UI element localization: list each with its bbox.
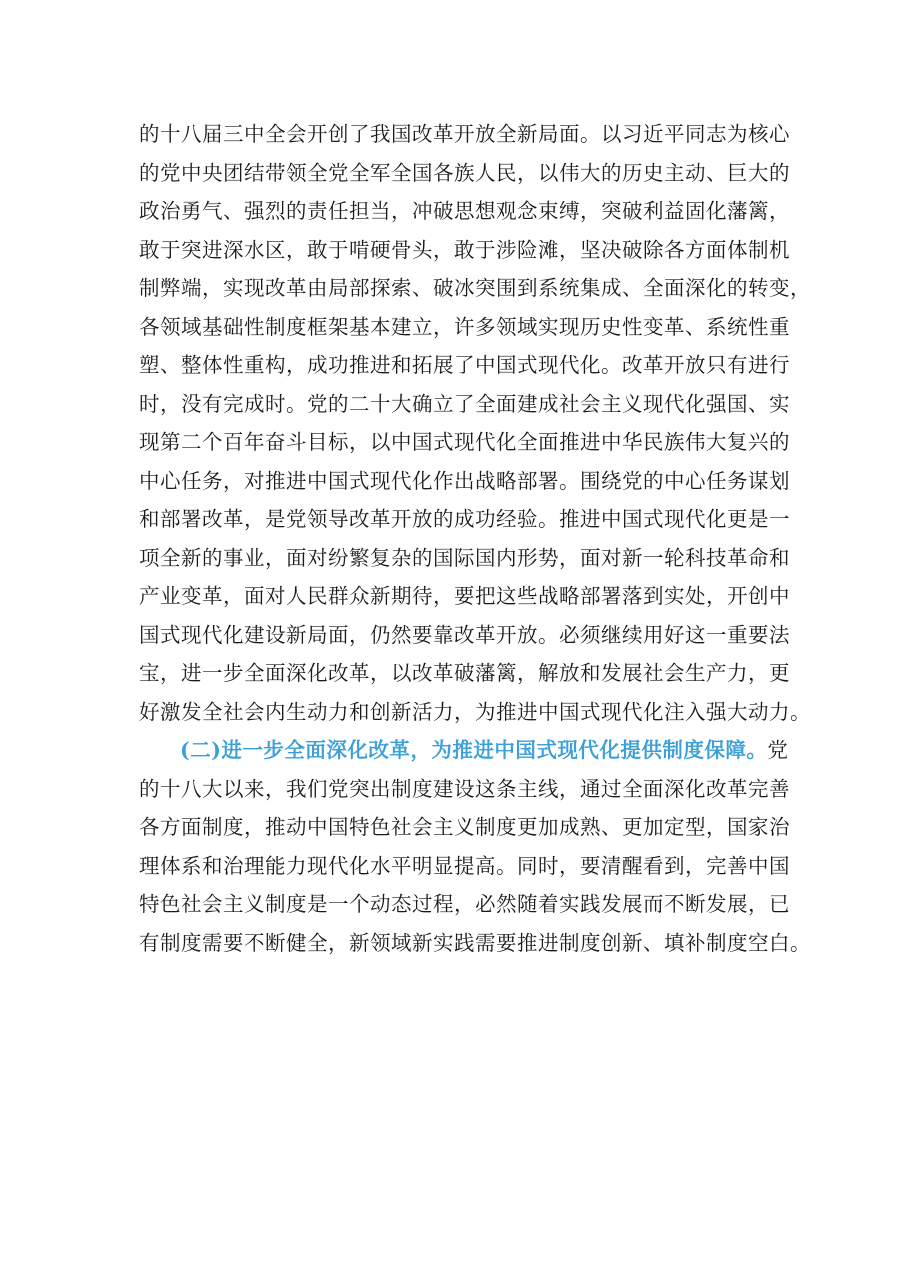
text-line: 的党中央团结带领全党全军全国各族人民，以伟大的历史主动、巨大的 (139, 160, 790, 185)
text-line: 宝，进一步全面深化改革，以改革破藩篱，解放和发展社会生产力，更 (139, 661, 790, 685)
text-line: 中心任务，对推进中国式现代化作出战略部署。围绕党的中心任务谋划 (139, 468, 790, 493)
text-line: 各领域基础性制度框架基本建立，许多领域实现历史性变革、系统性重 (139, 314, 790, 339)
paragraph-1 (139, 115, 811, 731)
section-heading: (二)进一步全面深化改革，为推进中国式现代化提供制度保障。 (180, 738, 768, 762)
text-line: 政治勇气、强烈的责任担当，冲破思想观念束缚，突破利益固化藩篱， (139, 199, 790, 223)
paragraph-2 (139, 731, 811, 962)
text-line: 理体系和治理能力现代化水平明显提高。同时，要清醒看到，完善中国 (139, 853, 790, 878)
text-line: 国式现代化建设新局面，仍然要靠改革开放。必须继续用好这一重要法 (139, 622, 790, 647)
text-line: 塑、整体性重构，成功推进和拓展了中国式现代化。改革开放只有进行 (139, 353, 790, 377)
text-line: 敢于突进深水区，敢于啃硬骨头，敢于涉险滩，坚决破除各方面体制机 (139, 237, 790, 262)
text-line: 特色社会主义制度是一个动态过程，必然随着实践发展而不断发展，已 (139, 892, 790, 916)
heading-tail-text: 党 (767, 738, 789, 762)
text-line: 和部署改革，是党领导改革开放的成功经验。推进中国式现代化更是一 (139, 507, 790, 531)
paragraph-2-first-line (139, 731, 789, 770)
body-text (139, 115, 811, 962)
text-line: 各方面制度，推动中国特色社会主义制度更加成熟、更加定型，国家治 (139, 815, 790, 839)
text-line: 项全新的事业，面对纷繁复杂的国际国内形势，面对新一轮科技革命和 (139, 545, 790, 570)
text-line: 的十八届三中全会开创了我国改革开放全新局面。以习近平同志为核心 (139, 122, 790, 146)
text-line: 制弊端，实现改革由局部探索、破冰突围到系统集成、全面深化的转变， (139, 276, 811, 300)
text-line: 有制度需要不断健全，新领域新实践需要推进制度创新、填补制度空白。 (139, 930, 811, 955)
text-line: 的十八大以来，我们党突出制度建设这条主线，通过全面深化改革完善 (139, 776, 790, 801)
text-line: 时，没有完成时。党的二十大确立了全面建成社会主义现代化强国、实 (139, 391, 790, 416)
text-line: 产业变革，面对人民群众新期待，要把这些战略部署落到实处，开创中 (139, 584, 790, 608)
text-line: 现第二个百年奋斗目标，以中国式现代化全面推进中华民族伟大复兴的 (139, 430, 790, 454)
text-line: 好激发全社会内生动力和创新活力，为推进中国式现代化注入强大动力。 (139, 699, 811, 724)
